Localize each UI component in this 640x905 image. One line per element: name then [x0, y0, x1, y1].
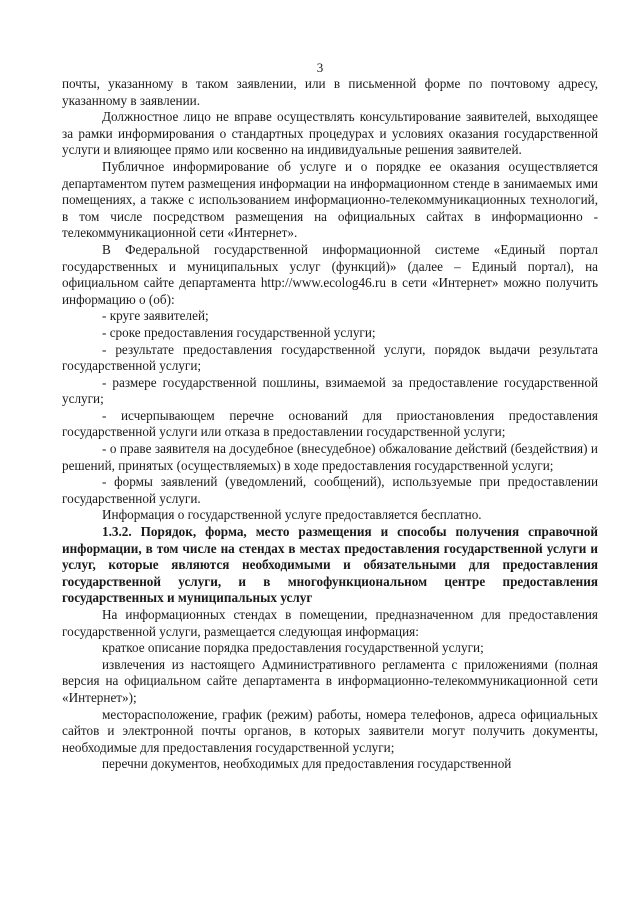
- list-item-appeal-right: - о праве заявителя на досудебное (внесудебное) обжалование действий (бездействия) и решений, принятых (осуществляемых) в ходе предоставления государственной услуги;: [62, 441, 598, 473]
- list-item-application-forms: - формы заявлений (уведомлений, сообщений), используемые при предоставлении государственной услуги.: [62, 474, 598, 506]
- list-item-location-schedule: месторасположение, график (режим) работы, номера телефонов, адреса официальных сайтов и электронной почты органов, в которых заявители могут получить документы, необходимые для предоставления государственной услуги;: [62, 706, 598, 755]
- list-item-applicants: - круге заявителей;: [102, 308, 209, 324]
- paragraph-email-reply-continuation: почты, указанному в таком заявлении, или в письменной форме по почтовому адресу, указанному в заявлении.: [62, 76, 598, 108]
- paragraph-consulting-limits: Должностное лицо не вправе осуществлять консультирование заявителей, выходящее за рамки информирования о стандартных процедурах и условиях оказания государственной услуги и влияющее прямо или косвенно на индивидуальные решения заявителей.: [62, 109, 598, 158]
- list-item-term: - сроке предоставления государственной услуги;: [102, 324, 376, 340]
- paragraph-free-of-charge: Информация о государственной услуге предоставляется бесплатно.: [102, 507, 482, 523]
- paragraph-unified-portal: В Федеральной государственной информационной системе «Единый портал государственных и муниципальных услуг (функций)» (далее – Единый портал), на официальном сайте департамента http://www.ecolog46.ru в сети «Интернет» можно получить информацию о (об):: [62, 241, 598, 307]
- list-item-grounds-for-refusal: - исчерпывающем перечне оснований для приостановления предоставления государственной услуги или отказа в предоставлении государственной услуги;: [62, 407, 598, 440]
- page-number: 3: [316, 60, 324, 75]
- list-item-regulation-extracts: извлечения из настоящего Административного регламента с приложениями (полная версия на официальном сайте департамента в информационно-телекоммуникационной сети «Интернет»);: [62, 656, 598, 705]
- list-item-result: - результате предоставления государственной услуги, порядок выдачи результата государственной услуги;: [62, 341, 598, 374]
- list-item-procedure-summary: краткое описание порядка предоставления государственной услуги;: [102, 640, 484, 656]
- list-item-document-lists: перечни документов, необходимых для предоставления государственной: [102, 756, 512, 772]
- document-body: [62, 76, 598, 773]
- list-item-state-fee: - размере государственной пошлины, взимаемой за предоставление государственной услуги;: [62, 374, 598, 407]
- paragraph-information-stands: На информационных стендах в помещении, предназначенном для предоставления государственной услуги, размещается следующая информация:: [62, 607, 598, 639]
- paragraph-public-informing: Публичное информирование об услуге и о порядке ее оказания осуществляется департаментом путем размещения информации на информационном стенде в занимаемых ими помещениях, а также с использованием информационно-телекоммуникационных технологий, в том числе посредством размещения на официальных сайтах в информационно - телекоммуникационной сети «Интернет».: [62, 158, 598, 241]
- section-heading-1-3-2: 1.3.2. Порядок, форма, место размещения и способы получения справочной информации, в том числе на стендах в местах предоставления государственной услуги и услуг, которые являются необходимыми и обязательными для предоставления государственной услуги, и в многофункциональном центре предоставления государственных и муниципальных услуг: [62, 524, 598, 606]
